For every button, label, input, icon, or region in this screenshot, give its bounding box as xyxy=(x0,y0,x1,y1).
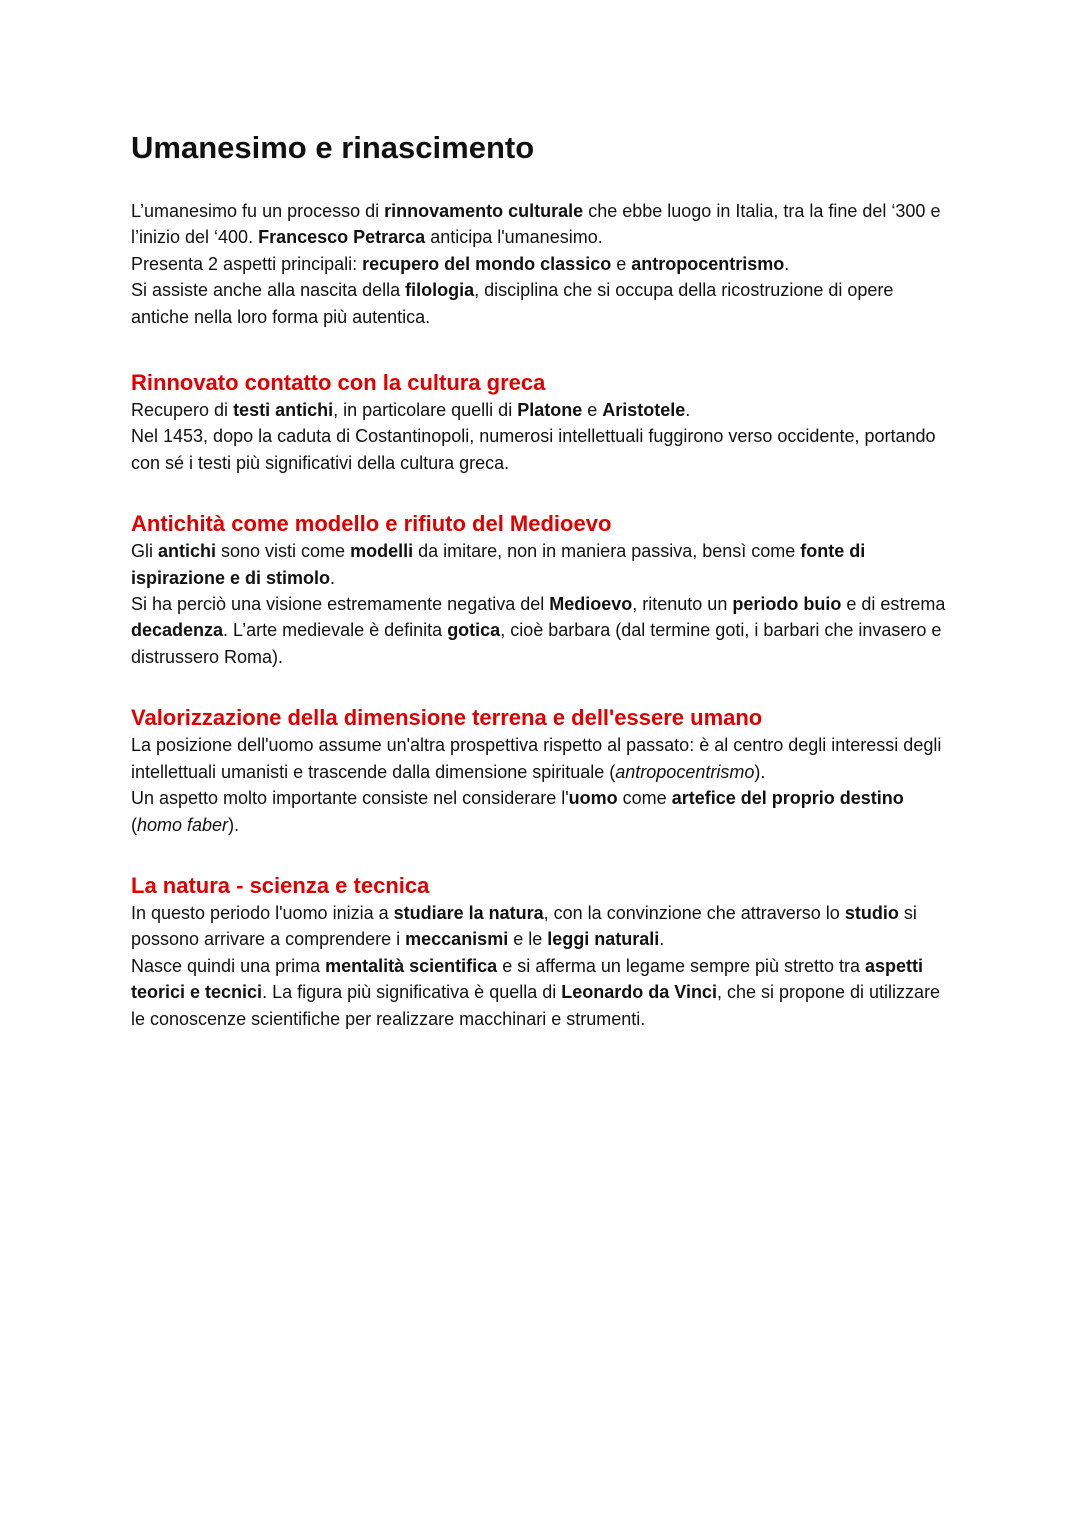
text-run: . xyxy=(659,929,665,950)
text-run: L’umanesimo fu un processo di xyxy=(131,201,385,221)
section-paragraph xyxy=(131,732,951,785)
section-heading: Antichità come modello e rifiuto del Medioevo xyxy=(131,511,612,537)
bold-text: aspetti teorici e tecnici xyxy=(131,955,924,1003)
bold-text: uomo xyxy=(568,788,618,809)
text-run: Presenta 2 aspetti principali: xyxy=(131,253,363,274)
text-run: ). xyxy=(228,814,240,835)
intro-paragraph xyxy=(131,277,951,330)
section-paragraph xyxy=(131,953,951,1032)
text-run: Nasce quindi una prima xyxy=(131,955,326,976)
document-page xyxy=(131,128,951,1032)
section-paragraph xyxy=(131,785,951,838)
section-paragraph xyxy=(131,397,951,423)
text-run: e le xyxy=(508,929,548,950)
section-natura-scienza xyxy=(131,871,951,1032)
text-run: che ebbe luogo in Italia, tra la fine del ‘300 e l’inizio del ‘400. xyxy=(131,201,941,248)
text-run: , in particolare quelli di xyxy=(333,400,518,421)
text-run: . L’arte medievale è definita xyxy=(223,620,448,641)
text-run: . xyxy=(784,253,790,274)
bold-text: decadenza xyxy=(131,620,224,641)
text-run: La posizione dell'uomo assume un'altra prospettiva rispetto al passato: è al centro degli interessi degli intellettuali umanisti e trascende dalla dimensione spirituale ( xyxy=(131,735,942,782)
text-run: sono visti come xyxy=(216,541,351,562)
intro-paragraph xyxy=(131,198,951,251)
italic-text: antropocentrismo xyxy=(615,761,755,782)
text-run: e si afferma un legame sempre più stretto tra xyxy=(497,955,866,976)
bold-text: recupero del mondo classico xyxy=(362,253,612,274)
section-cultura-greca xyxy=(131,368,951,476)
text-run: Nel 1453, dopo la caduta di Costantinopoli, numerosi intellettuali fuggirono verso occidente, portando con sé i testi più significativi della cultura greca. xyxy=(131,426,936,473)
text-run: . xyxy=(685,400,691,421)
text-run: e xyxy=(611,253,632,274)
bold-text: artefice del proprio destino xyxy=(671,788,904,809)
bold-text: gotica xyxy=(447,620,501,641)
text-run: ). xyxy=(754,761,766,782)
text-run: , cioè barbara (dal termine goti, i barbari che invasero e distrussero Roma). xyxy=(131,620,942,667)
bold-text: rinnovamento culturale xyxy=(384,201,584,221)
text-run: , che si propone di utilizzare le conoscenze scientifiche per realizzare macchinari e strumenti. xyxy=(131,982,941,1029)
section-paragraph xyxy=(131,900,951,953)
text-run: In questo periodo l'uomo inizia a xyxy=(131,902,394,923)
italic-text: homo faber xyxy=(137,814,229,835)
bold-text: antichi xyxy=(158,541,217,562)
text-run: da imitare, non in maniera passiva, bensì come xyxy=(413,541,801,562)
bold-text: Francesco Petrarca xyxy=(258,227,426,248)
bold-text: Leonardo da Vinci xyxy=(561,982,717,1003)
bold-text: periodo buio xyxy=(732,594,842,615)
bold-text: modelli xyxy=(350,541,414,562)
text-run: si possono arrivare a comprendere i xyxy=(131,902,917,950)
section-paragraph xyxy=(131,423,951,476)
intro xyxy=(131,198,951,330)
text-run: , disciplina che si occupa della ricostruzione di opere antiche nella loro forma più autentica. xyxy=(131,280,894,327)
bold-text: studiare la natura xyxy=(393,902,544,923)
bold-text: studio xyxy=(844,902,899,923)
bold-text: antropocentrismo xyxy=(631,253,785,274)
bold-text: filologia xyxy=(405,280,475,301)
section-paragraph xyxy=(131,538,951,591)
bold-text: fonte di ispirazione e di stimolo xyxy=(131,541,866,588)
section-antichita-modello xyxy=(131,509,951,670)
text-run: Si ha perciò una visione estremamente negativa del xyxy=(131,594,550,615)
text-run: come xyxy=(617,788,672,809)
section-heading: Valorizzazione della dimensione terrena e dell'essere umano xyxy=(131,705,763,731)
bold-text: mentalità scientifica xyxy=(325,955,498,976)
bold-text: Platone xyxy=(517,400,583,421)
bold-text: leggi naturali xyxy=(547,929,660,950)
text-run: Si assiste anche alla nascita della xyxy=(131,280,406,301)
text-run: Recupero di xyxy=(131,400,234,421)
text-run: e xyxy=(582,400,603,421)
text-run: Gli xyxy=(131,541,158,562)
text-run: e di estrema xyxy=(841,594,946,615)
intro-paragraph xyxy=(131,251,951,277)
bold-text: testi antichi xyxy=(233,400,334,421)
section-paragraph xyxy=(131,591,951,670)
text-run: anticipa l'umanesimo. xyxy=(425,227,603,248)
text-run: . xyxy=(330,567,336,588)
section-dimensione-terrena xyxy=(131,703,951,838)
page-title: Umanesimo e rinascimento xyxy=(131,130,535,165)
text-run: , con la convinzione che attraverso lo xyxy=(543,902,845,923)
text-run: ( xyxy=(131,814,137,835)
section-heading: Rinnovato contatto con la cultura greca xyxy=(131,370,546,396)
bold-text: Medioevo xyxy=(549,594,633,615)
bold-text: meccanismi xyxy=(405,929,509,950)
text-run: , ritenuto un xyxy=(632,594,733,615)
section-heading: La natura - scienza e tecnica xyxy=(131,872,430,898)
bold-text: Aristotele xyxy=(602,400,686,421)
text-run: Un aspetto molto importante consiste nel considerare l' xyxy=(131,788,569,809)
text-run: . La figura più significativa è quella di xyxy=(262,982,562,1003)
